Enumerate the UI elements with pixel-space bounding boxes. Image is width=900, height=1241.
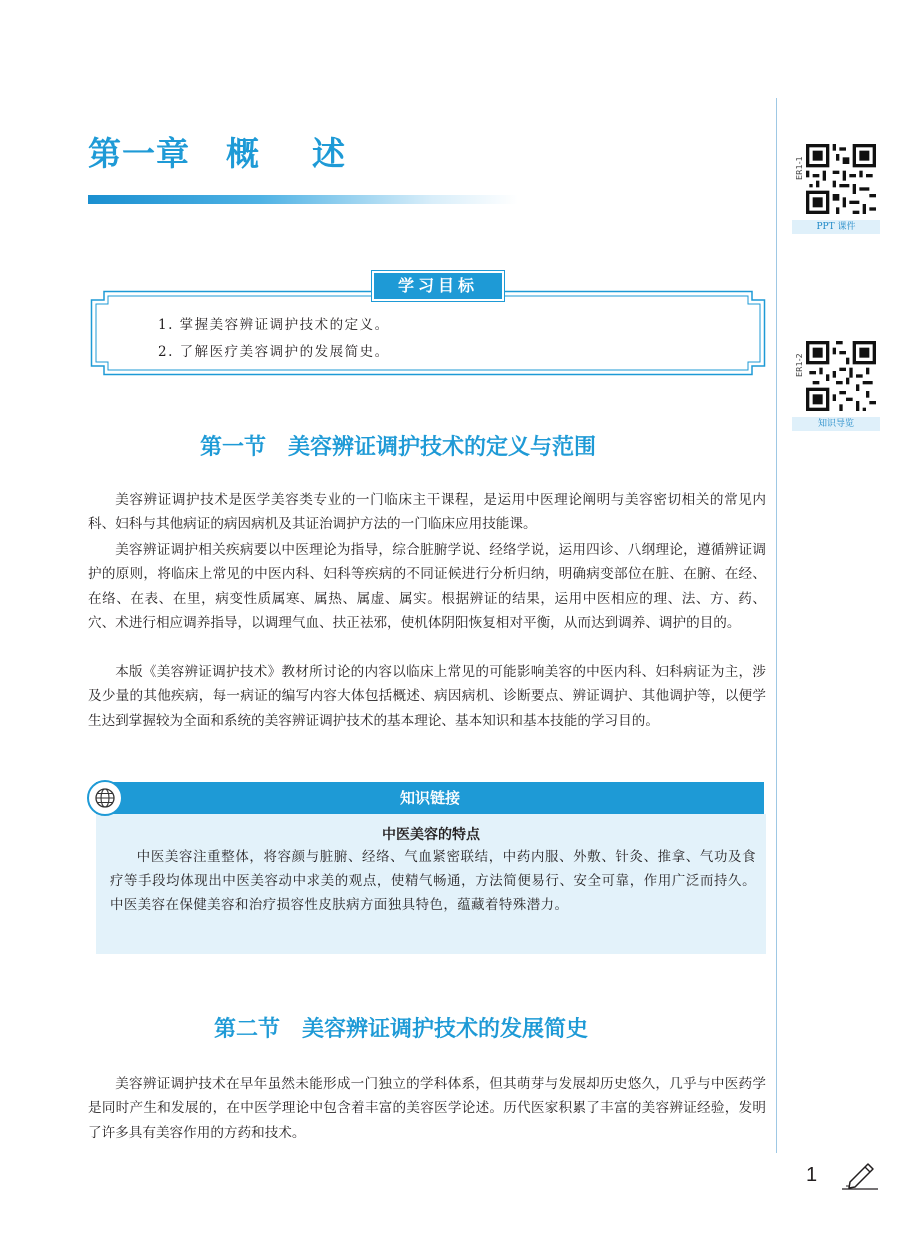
objective-item: 2. 了解医疗美容调护的发展简史。 — [158, 344, 390, 360]
globe-icon-circle — [87, 780, 123, 816]
qr-block-guide — [792, 337, 882, 433]
body-paragraph: 美容辨证调护技术是医学美容类专业的一门临床主干课程，是运用中医理论阐明与美容密切相关的常见内科、妇科与其他病证的病因病机及其证治调护方法的一门临床应用技能课。 — [88, 492, 766, 533]
margin-rule — [776, 98, 777, 1153]
section-2-title: 美容辨证调护技术的发展简史 — [302, 1017, 589, 1042]
qr-caption[interactable]: PPT 课件 — [792, 220, 880, 234]
page-number: 1 — [806, 1164, 818, 1186]
knowledge-link-subtitle: 中医美容的特点 — [382, 827, 480, 843]
section-1-number: 第一节 — [200, 435, 267, 460]
qr-block-ppt — [792, 140, 882, 236]
objectives-title: 学习目标 — [372, 271, 504, 301]
body-paragraph: 美容辨证调护相关疾病要以中医理论为指导，综合脏腑学说、经络学说，运用四诊、八纲理论，遵循辨证调护的原则，将临床上常见的中医内科、妇科等疾病的不同证候进行分析归纳，明确病变部位在脏、在腑、在经、在络、在表、在里，病变性质属寒、属热、属虚、属实。根据辨证的结果，运用中医相应的理、法、方、药、穴、术进行相应调养指导，以调理气血、扶正祛邪，使机体阴阳恢复相对平衡，从而达到调养、调护的目的。 — [88, 542, 766, 632]
pen-icon — [840, 1158, 880, 1190]
knowledge-link-text: 中医美容注重整体，将容颜与脏腑、经络、气血紧密联结，中药内服、外敷、针灸、推拿、气功及食疗等手段均体现出中医美容动中求美的观点，使精气畅通，方法简便易行、安全可靠，作用广泛而持久。中医美容在保健美容和治疗损容性皮肤病方面独具特色，蕴藏着特殊潜力。 — [110, 850, 756, 913]
chapter-number: 第一章 — [88, 134, 190, 173]
section-1-heading — [200, 430, 596, 461]
section-2-number: 第二节 — [214, 1017, 281, 1042]
qr-code-icon[interactable] — [806, 144, 876, 214]
qr-id-label: ER1-2 — [795, 353, 804, 377]
body-paragraph: 本版《美容辨证调护技术》教材所讨论的内容以临床上常见的可能影响美容的中医内科、妇科病证为主，涉及少量的其他疾病，每一病证的编写内容大体包括概述、病因病机、诊断要点、辨证调护、其他调护等，以便学生达到掌握较为全面和系统的美容辨证调护技术的基本理论、基本知识和基本技能的学习目的。 — [88, 664, 766, 729]
qr-id-label: ER1-1 — [795, 156, 804, 180]
body-paragraph: 美容辨证调护技术在早年虽然未能形成一门独立的学科体系，但其萌芽与发展却历史悠久，几乎与中医药学是同时产生和发展的，在中医学理论中包含着丰富的美容医学论述。历代医家积累了丰富的美容辨证经验，发明了许多具有美容作用的方药和技术。 — [88, 1076, 766, 1141]
objectives-frame — [90, 290, 766, 376]
section-1-title: 美容辨证调护技术的定义与范围 — [288, 435, 597, 460]
objective-item: 1. 掌握美容辨证调护技术的定义。 — [158, 317, 390, 333]
section-2-heading — [214, 1012, 588, 1043]
globe-icon — [89, 782, 121, 814]
chapter-title — [88, 128, 346, 175]
qr-caption[interactable]: 知识导览 — [792, 417, 880, 431]
chapter-title-char-2: 述 — [312, 134, 346, 173]
knowledge-link-title: 知识链接 — [399, 789, 460, 807]
chapter-underline-bar — [88, 195, 518, 204]
qr-code-icon[interactable] — [806, 341, 876, 411]
chapter-title-char-1: 概 — [226, 134, 260, 173]
